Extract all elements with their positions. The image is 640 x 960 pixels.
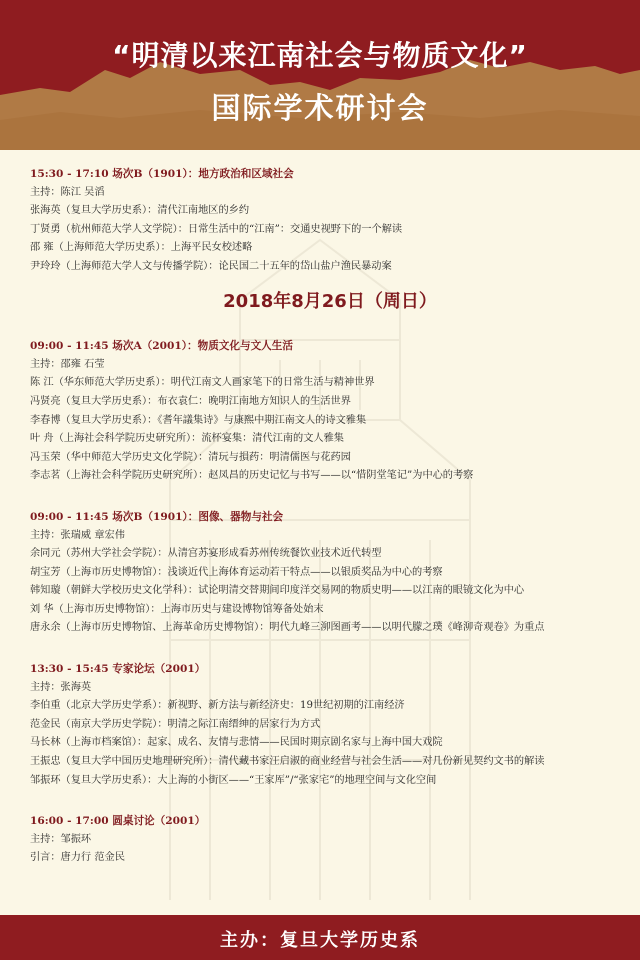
program-line: 韩知璇（朝鲜大学校历史文化学科）：试论明清交替期间印度洋交易网的物质史明——以江南的眼镜文化为中心 — [30, 585, 525, 597]
program-content — [30, 165, 630, 868]
program-line: 叶 舟（上海社会科学院历史研究所）：流杯宴集：清代江南的文人雅集 — [30, 433, 344, 445]
title-banner — [0, 0, 640, 150]
program-line: 引言：唐力行 范金民 — [30, 852, 125, 864]
session-header: 13:30 - 15:45 专家论坛（2001） — [30, 663, 206, 676]
program-line: 尹玲玲（上海师范大学人文与传播学院）：论民国二十五年的岱山盐户渔民暴动案 — [30, 260, 392, 272]
program-line: 主持：陈江 吴滔 — [30, 186, 105, 198]
program-line: 刘 华（上海市历史博物馆）：上海市历史与建设博物馆筹备处始末 — [30, 603, 324, 615]
program-line: 胡宝芳（上海市历史博物馆）：浅谈近代上海体育运动若干特点——以银质奖品为中心的考察 — [30, 566, 443, 578]
program-line: 余同元（苏州大学社会学院）：从清宫苏宴形成看苏州传统餐饮业技术近代转型 — [30, 548, 382, 560]
program-line: 冯贤亮（复旦大学历史系）：布衣袁仁：晚明江南地方知识人的生活世界 — [30, 395, 351, 407]
program-line: 陈 江（华东师范大学历史系）：明代江南文人画家笔下的日常生活与精神世界 — [30, 377, 375, 389]
program-line: 范金民（南京大学历史学院）：明清之际江南缙绅的居家行为方式 — [30, 718, 321, 730]
session-header: 15:30 - 17:10 场次B（1901）：地方政治和区域社会 — [30, 168, 294, 180]
program-line: 邵 雍（上海师范大学历史系）：上海平民女校述略 — [30, 242, 253, 254]
program-line: 丁贤勇（杭州师范大学人文学院）：日常生活中的“江南”：交通史视野下的一个解读 — [30, 223, 403, 235]
session-header: 09:00 - 11:45 场次A（2001）：物质文化与文人生活 — [30, 340, 293, 353]
conference-date: 2018年8月26日（周日） — [223, 290, 437, 312]
program-line: 李伯重（北京大学历史学系）：新视野、新方法与新经济史：19世纪初期的江南经济 — [30, 700, 405, 712]
program-line: 唐永余（上海市历史博物馆、上海革命历史博物馆）：明代九峰三泖图画考——以明代朦之璞《峰泖奇观卷》为重点 — [30, 622, 545, 634]
conference-title-line1: “明清以来江南社会与物质文化” — [112, 39, 528, 72]
program-line: 主持：张瑞威 章宏伟 — [30, 529, 125, 541]
session-header: 16:00 - 17:00 圆桌讨论（2001） — [30, 815, 206, 828]
program-line: 邹振环（复旦大学历史系）：大上海的小街区——“王家厍”/“张家宅”的地理空间与文化空间 — [30, 774, 437, 786]
mountain-decoration — [0, 0, 640, 150]
program-line: 主持：张海英 — [30, 681, 92, 693]
program-line: 主持：邹振环 — [30, 833, 92, 845]
program-line: 李志茗（上海社会科学院历史研究所）：赵凤昌的历史记忆与书写——以“惜阴堂笔记”为中心的考察 — [30, 470, 474, 482]
program-line: 马长林（上海市档案馆）：起家、成名、友情与悲情——民国时期京剧名家与上海中国大戏院 — [30, 737, 443, 749]
session-header: 09:00 - 11:45 场次B（1901）：图像、器物与社会 — [30, 510, 284, 523]
program-line: 张海英（复旦大学历史系）：清代江南地区的乡约 — [30, 205, 250, 217]
program-line: 冯玉荣（华中师范大学历史文化学院）：清玩与損药：明清儒医与花药园 — [30, 451, 351, 463]
conference-title-line2: 国际学术研讨会 — [211, 91, 429, 125]
sponsor-text: 主办：复旦大学历史系 — [220, 930, 420, 951]
program-line: 王振忠（复旦大学中国历史地理研究所）：清代藏书家汪启淑的商业经营与社会生活——对几份新见契约文书的解读 — [30, 756, 545, 768]
sponsor-banner — [0, 915, 640, 960]
program-line: 李春博（复旦大学历史系）：《耆年議集诗》与康熙中期江南文人的诗文雅集 — [30, 414, 367, 426]
program-line: 主持：邵雍 石莹 — [30, 358, 105, 370]
